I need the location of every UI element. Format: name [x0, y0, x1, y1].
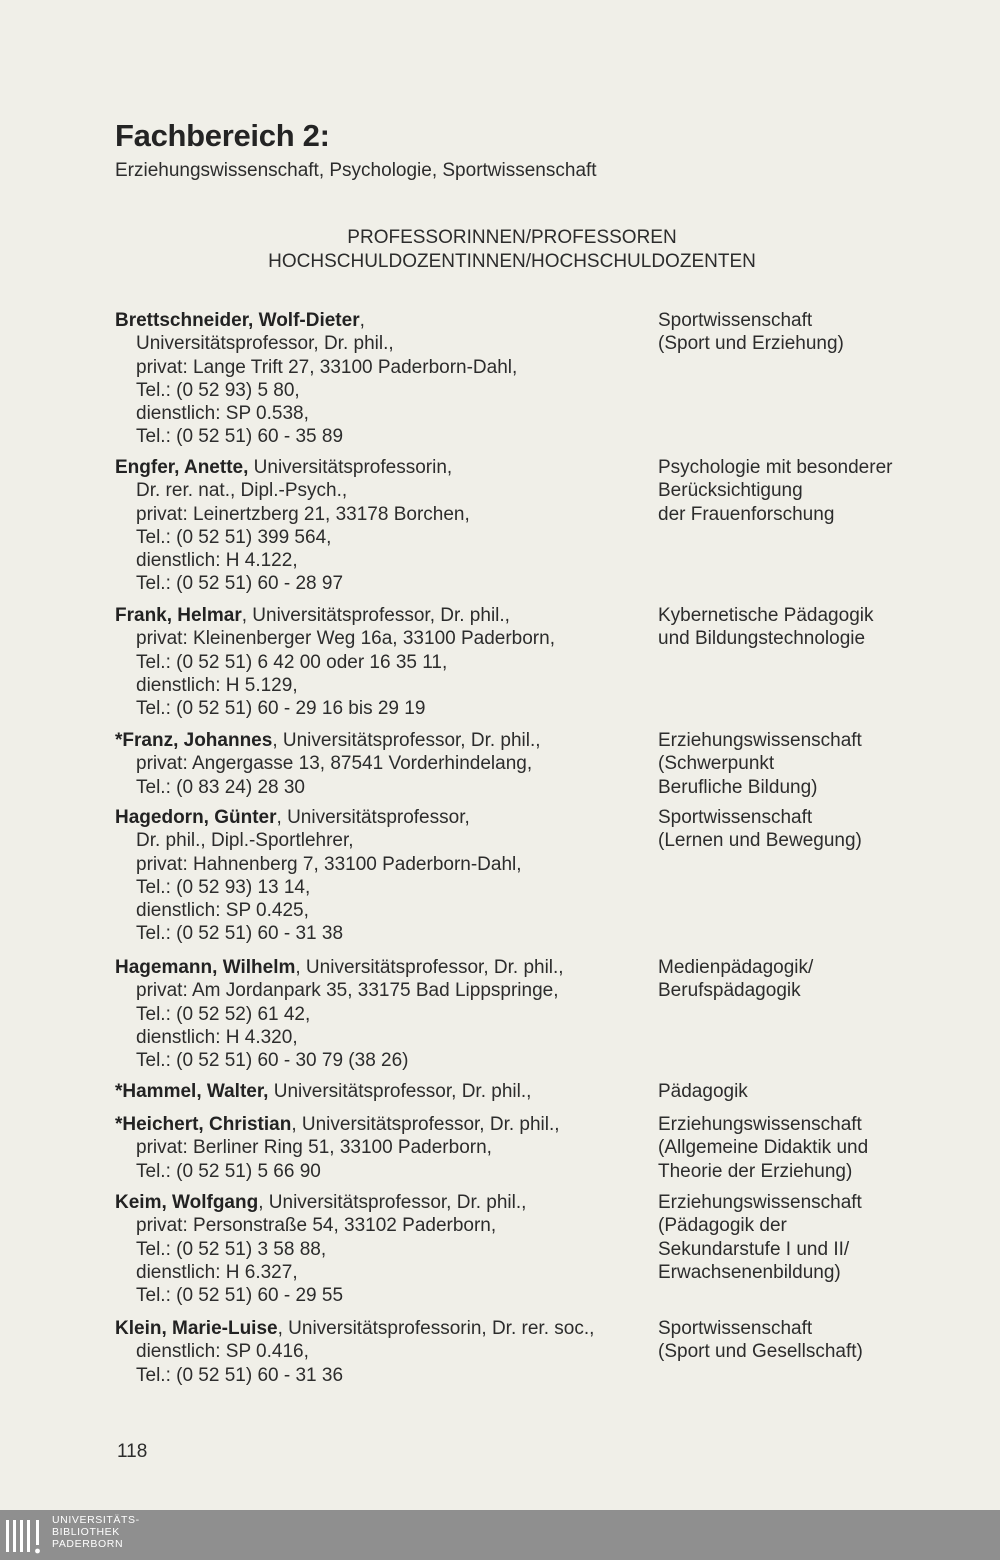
staff-detail-line: privat: Personstraße 54, 33102 Paderborn,	[136, 1215, 497, 1237]
page-number: 118	[117, 1441, 148, 1462]
staff-name: Frank, Helmar	[115, 605, 242, 626]
field-line: Psychologie mit besonderer	[658, 457, 893, 478]
staff-title: , Universitätsprofessor,	[276, 807, 470, 828]
staff-field	[658, 729, 978, 799]
staff-detail-line: Tel.: (0 52 51) 6 42 00 oder 16 35 11,	[136, 651, 448, 673]
staff-detail-line: Tel.: (0 52 51) 60 - 29 16 bis 29 19	[136, 698, 426, 720]
staff-name: Engfer, Anette,	[115, 457, 249, 478]
field-line: Medienpädagogik/	[658, 957, 814, 978]
staff-title: ,	[359, 310, 365, 331]
staff-field	[658, 456, 978, 526]
staff-name: Klein, Marie-Luise	[115, 1318, 278, 1339]
staff-name: *Franz, Johannes	[115, 730, 273, 751]
staff-name: Keim, Wolfgang	[115, 1192, 259, 1213]
staff-detail-line: Tel.: (0 52 51) 5 66 90	[136, 1160, 321, 1182]
staff-title: , Universitätsprofessor, Dr. phil.,	[295, 957, 564, 978]
staff-detail-line: privat: Hahnenberg 7, 33100 Paderborn-Dahl,	[136, 853, 522, 875]
staff-title: , Universitätsprofessor, Dr. phil.,	[241, 605, 510, 626]
staff-detail-line: dienstlich: SP 0.416,	[136, 1341, 309, 1363]
field-line: und Bildungstechnologie	[658, 628, 866, 650]
library-logo-icon	[6, 1516, 46, 1556]
staff-detail-line: dienstlich: SP 0.538,	[136, 403, 309, 425]
staff-field	[658, 1191, 978, 1284]
staff-title: , Universitätsprofessor, Dr. phil.,	[272, 730, 541, 751]
field-line: Sekundarstufe I und II/	[658, 1238, 850, 1260]
field-line: Theorie der Erziehung)	[658, 1160, 853, 1182]
field-line: Sportwissenschaft	[658, 310, 813, 331]
staff-detail-line: privat: Am Jordanpark 35, 33175 Bad Lippspringe,	[136, 980, 559, 1002]
field-line: (Sport und Gesellschaft)	[658, 1341, 863, 1363]
staff-title: Universitätsprofessor, Dr. phil.,	[268, 1081, 532, 1102]
page-title: Fachbereich 2:	[115, 118, 330, 153]
staff-detail-line: dienstlich: H 5.129,	[136, 674, 298, 696]
staff-field	[658, 1317, 978, 1364]
field-line: (Sport und Erziehung)	[658, 333, 844, 355]
staff-detail-line: Tel.: (0 52 51) 60 - 31 36	[136, 1364, 344, 1386]
field-line: Berufliche Bildung)	[658, 776, 818, 798]
staff-name: Brettschneider, Wolf-Dieter	[115, 310, 360, 331]
staff-field	[658, 1080, 978, 1103]
staff-detail-line: dienstlich: H 4.122,	[136, 550, 298, 572]
staff-detail-line: dienstlich: H 6.327,	[136, 1261, 298, 1283]
staff-title: Universitätsprofessorin,	[248, 457, 453, 478]
field-line: Sportwissenschaft	[658, 1318, 813, 1339]
staff-detail-line: Tel.: (0 52 51) 3 58 88,	[136, 1238, 327, 1260]
field-line: Erziehungswissenschaft	[658, 1114, 862, 1135]
field-line: (Allgemeine Didaktik und	[658, 1137, 869, 1159]
logo-line: UNIVERSITÄTS-	[52, 1514, 140, 1526]
logo-line: PADERBORN	[52, 1538, 124, 1550]
field-line: Erwachsenenbildung)	[658, 1261, 841, 1283]
staff-title: , Universitätsprofessor, Dr. phil.,	[291, 1114, 560, 1135]
staff-title: , Universitätsprofessor, Dr. phil.,	[258, 1192, 527, 1213]
staff-name: Hagemann, Wilhelm	[115, 957, 296, 978]
page-subtitle: Erziehungswissenschaft, Psychologie, Sportwissenschaft	[115, 160, 597, 181]
staff-name: *Hammel, Walter,	[115, 1081, 269, 1102]
staff-detail-line: Tel.: (0 52 52) 61 42,	[136, 1003, 311, 1025]
staff-detail-line: dienstlich: SP 0.425,	[136, 900, 309, 922]
staff-detail-line: dienstlich: H 4.320,	[136, 1026, 298, 1048]
library-footer-bar	[0, 1510, 1000, 1560]
staff-detail-line: Tel.: (0 52 51) 60 - 28 97	[136, 573, 344, 595]
staff-detail-line: Tel.: (0 52 51) 60 - 31 38	[136, 923, 344, 945]
staff-detail-line: privat: Berliner Ring 51, 33100 Paderborn,	[136, 1137, 492, 1159]
staff-detail-line: Tel.: (0 52 51) 60 - 29 55	[136, 1285, 344, 1307]
library-logo-text	[52, 1514, 140, 1550]
staff-detail-line: Tel.: (0 52 51) 399 564,	[136, 526, 332, 548]
field-line: Kybernetische Pädagogik	[658, 605, 874, 626]
staff-detail-line: Universitätsprofessor, Dr. phil.,	[136, 333, 394, 355]
field-line: Erziehungswissenschaft	[658, 1192, 862, 1213]
staff-field	[658, 309, 978, 356]
field-line: Berücksichtigung	[658, 480, 803, 502]
logo-line: BIBLIOTHEK	[52, 1526, 120, 1538]
field-line: (Lernen und Bewegung)	[658, 830, 862, 852]
staff-detail-line: privat: Angergasse 13, 87541 Vorderhindelang,	[136, 753, 533, 775]
section-heading-professors: PROFESSORINNEN/PROFESSOREN	[347, 227, 677, 248]
field-line: Berufspädagogik	[658, 980, 801, 1002]
staff-name: Hagedorn, Günter	[115, 807, 277, 828]
staff-detail-line: Tel.: (0 52 51) 60 - 35 89	[136, 426, 344, 448]
staff-name: *Heichert, Christian	[115, 1114, 292, 1135]
staff-detail-line: Dr. phil., Dipl.-Sportlehrer,	[136, 830, 354, 852]
staff-field	[658, 604, 978, 651]
staff-detail-line: privat: Leinertzberg 21, 33178 Borchen,	[136, 503, 470, 525]
staff-detail-line: Dr. rer. nat., Dipl.-Psych.,	[136, 480, 348, 502]
staff-field	[658, 806, 978, 853]
field-line: (Pädagogik der	[658, 1215, 787, 1237]
field-line: Erziehungswissenschaft	[658, 730, 862, 751]
staff-title: , Universitätsprofessorin, Dr. rer. soc.,	[277, 1318, 595, 1339]
field-line: Sportwissenschaft	[658, 807, 813, 828]
staff-detail-line: privat: Lange Trift 27, 33100 Paderborn-Dahl,	[136, 356, 518, 378]
staff-detail-line: privat: Kleinenberger Weg 16a, 33100 Paderborn,	[136, 628, 555, 650]
field-line: Pädagogik	[658, 1081, 748, 1102]
staff-detail-line: Tel.: (0 52 93) 13 14,	[136, 876, 311, 898]
staff-detail-line: Tel.: (0 52 51) 60 - 30 79 (38 26)	[136, 1050, 409, 1072]
section-heading-lecturers: HOCHSCHULDOZENTINNEN/HOCHSCHULDOZENTEN	[268, 251, 756, 272]
field-line: (Schwerpunkt	[658, 753, 775, 775]
staff-field	[658, 956, 978, 1003]
staff-detail-line: Tel.: (0 52 93) 5 80,	[136, 379, 300, 401]
staff-field	[658, 1113, 978, 1183]
staff-detail-line: Tel.: (0 83 24) 28 30	[136, 776, 305, 798]
field-line: der Frauenforschung	[658, 503, 835, 525]
